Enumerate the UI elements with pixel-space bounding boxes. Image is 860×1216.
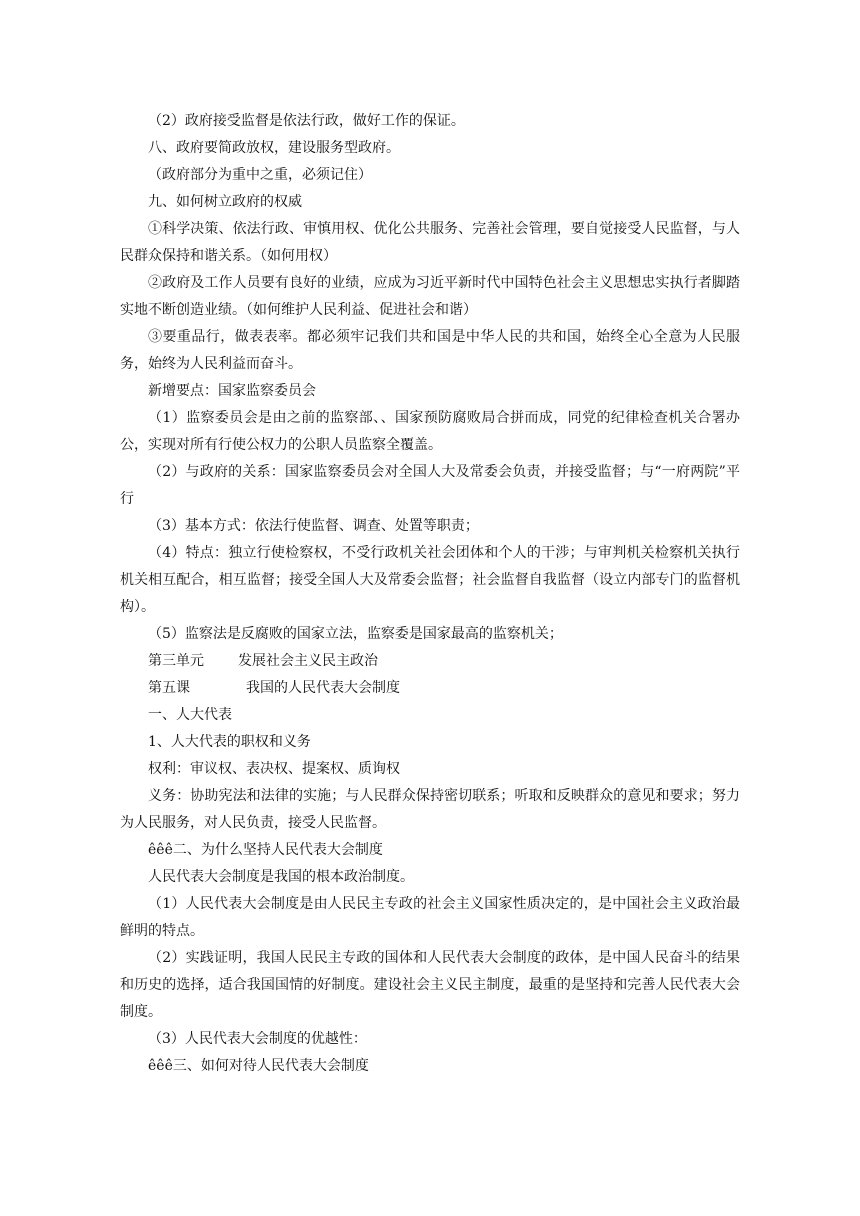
paragraph: 权利：审议权、表决权、提案权、质询权 — [148, 761, 400, 777]
section-heading: êêê三、如何对待人民代表大会制度 — [148, 1058, 369, 1074]
section-heading: êêê二、为什么坚持人民代表大会制度 — [148, 842, 383, 858]
paragraph: 义务：协助宪法和法律的实施；与人民群众保持密切联系；听取和反映群众的意见和要求；努力为人民服务，对人民负责，接受人民监督。 — [120, 788, 740, 831]
paragraph: （1）监察委员会是由之前的监察部、、国家预防腐败局合拼而成，同党的纪律检查机关合署办公，实现对所有行使公权力的公职人员监察全覆盖。 — [120, 410, 740, 453]
paragraph: （3）基本方式：依法行使监督、调查、处置等职责； — [148, 518, 479, 534]
paragraph: （4）特点：独立行使检察权，不受行政机关社会团体和个人的干涉；与审判机关检察机关执行机关相互配合，相互监督；接受全国人大及常委会监督；社会监督自我监督（设立内部专门的监督机构）。 — [120, 545, 740, 615]
unit-heading — [120, 648, 740, 675]
lesson-heading — [120, 675, 740, 702]
unit-heading-prefix: 第三单元 — [148, 653, 204, 669]
paragraph: 人民代表大会制度是我国的根本政治制度。 — [148, 869, 414, 885]
paragraph: ①科学决策、依法行政、审慎用权、优化公共服务、完善社会管理，要自觉接受人民监督，与人民群众保持和谐关系。（如何用权） — [120, 221, 740, 264]
paragraph: （2）与政府的关系：国家监察委员会对全国人大及常委会负责，并接受监督；与“一府两院”平行 — [120, 464, 740, 507]
section-heading: 八、政府要简政放权，建设服务型政府。 — [148, 140, 400, 156]
paragraph: （5）监察法是反腐败的国家立法，监察委是国家最高的监察机关； — [148, 626, 563, 642]
paragraph: （3）人民代表大会制度的优越性： — [148, 1031, 367, 1047]
section-heading: 新增要点：国家监察委员会 — [148, 383, 316, 399]
paragraph: （2）政府接受监督是依法行政，做好工作的保证。 — [148, 113, 465, 129]
unit-heading-title: 发展社会主义民主政治 — [238, 653, 378, 669]
note: （政府部分为重中之重，必须记住） — [148, 167, 372, 183]
section-heading: 九、如何树立政府的权威 — [148, 194, 302, 210]
sub-heading: 1、人大代表的职权和义务 — [148, 734, 311, 750]
document-body — [120, 108, 740, 1080]
lesson-heading-title: 我国的人民代表大会制度 — [246, 680, 400, 696]
paragraph: （2）实践证明，我国人民民主专政的国体和人民代表大会制度的政体，是中国人民奋斗的结果和历史的选择，适合我国国情的好制度。建设社会主义民主制度，最重的是坚持和完善人民代表大会制度。 — [120, 950, 740, 1020]
paragraph: ③要重品行，做表表率。都必须牢记我们共和国是中华人民的共和国，始终全心全意为人民服务，始终为人民利益而奋斗。 — [120, 329, 740, 372]
paragraph: ②政府及工作人员要有良好的业绩，应成为习近平新时代中国特色社会主义思想忠实执行者脚踏实地不断创造业绩。（如何维护人民利益、促进社会和谐） — [120, 275, 740, 318]
section-heading: 一、人大代表 — [148, 707, 232, 723]
lesson-heading-prefix: 第五课 — [148, 680, 190, 696]
paragraph: （1）人民代表大会制度是由人民民主专政的社会主义国家性质决定的，是中国社会主义政治最鲜明的特点。 — [120, 896, 740, 939]
